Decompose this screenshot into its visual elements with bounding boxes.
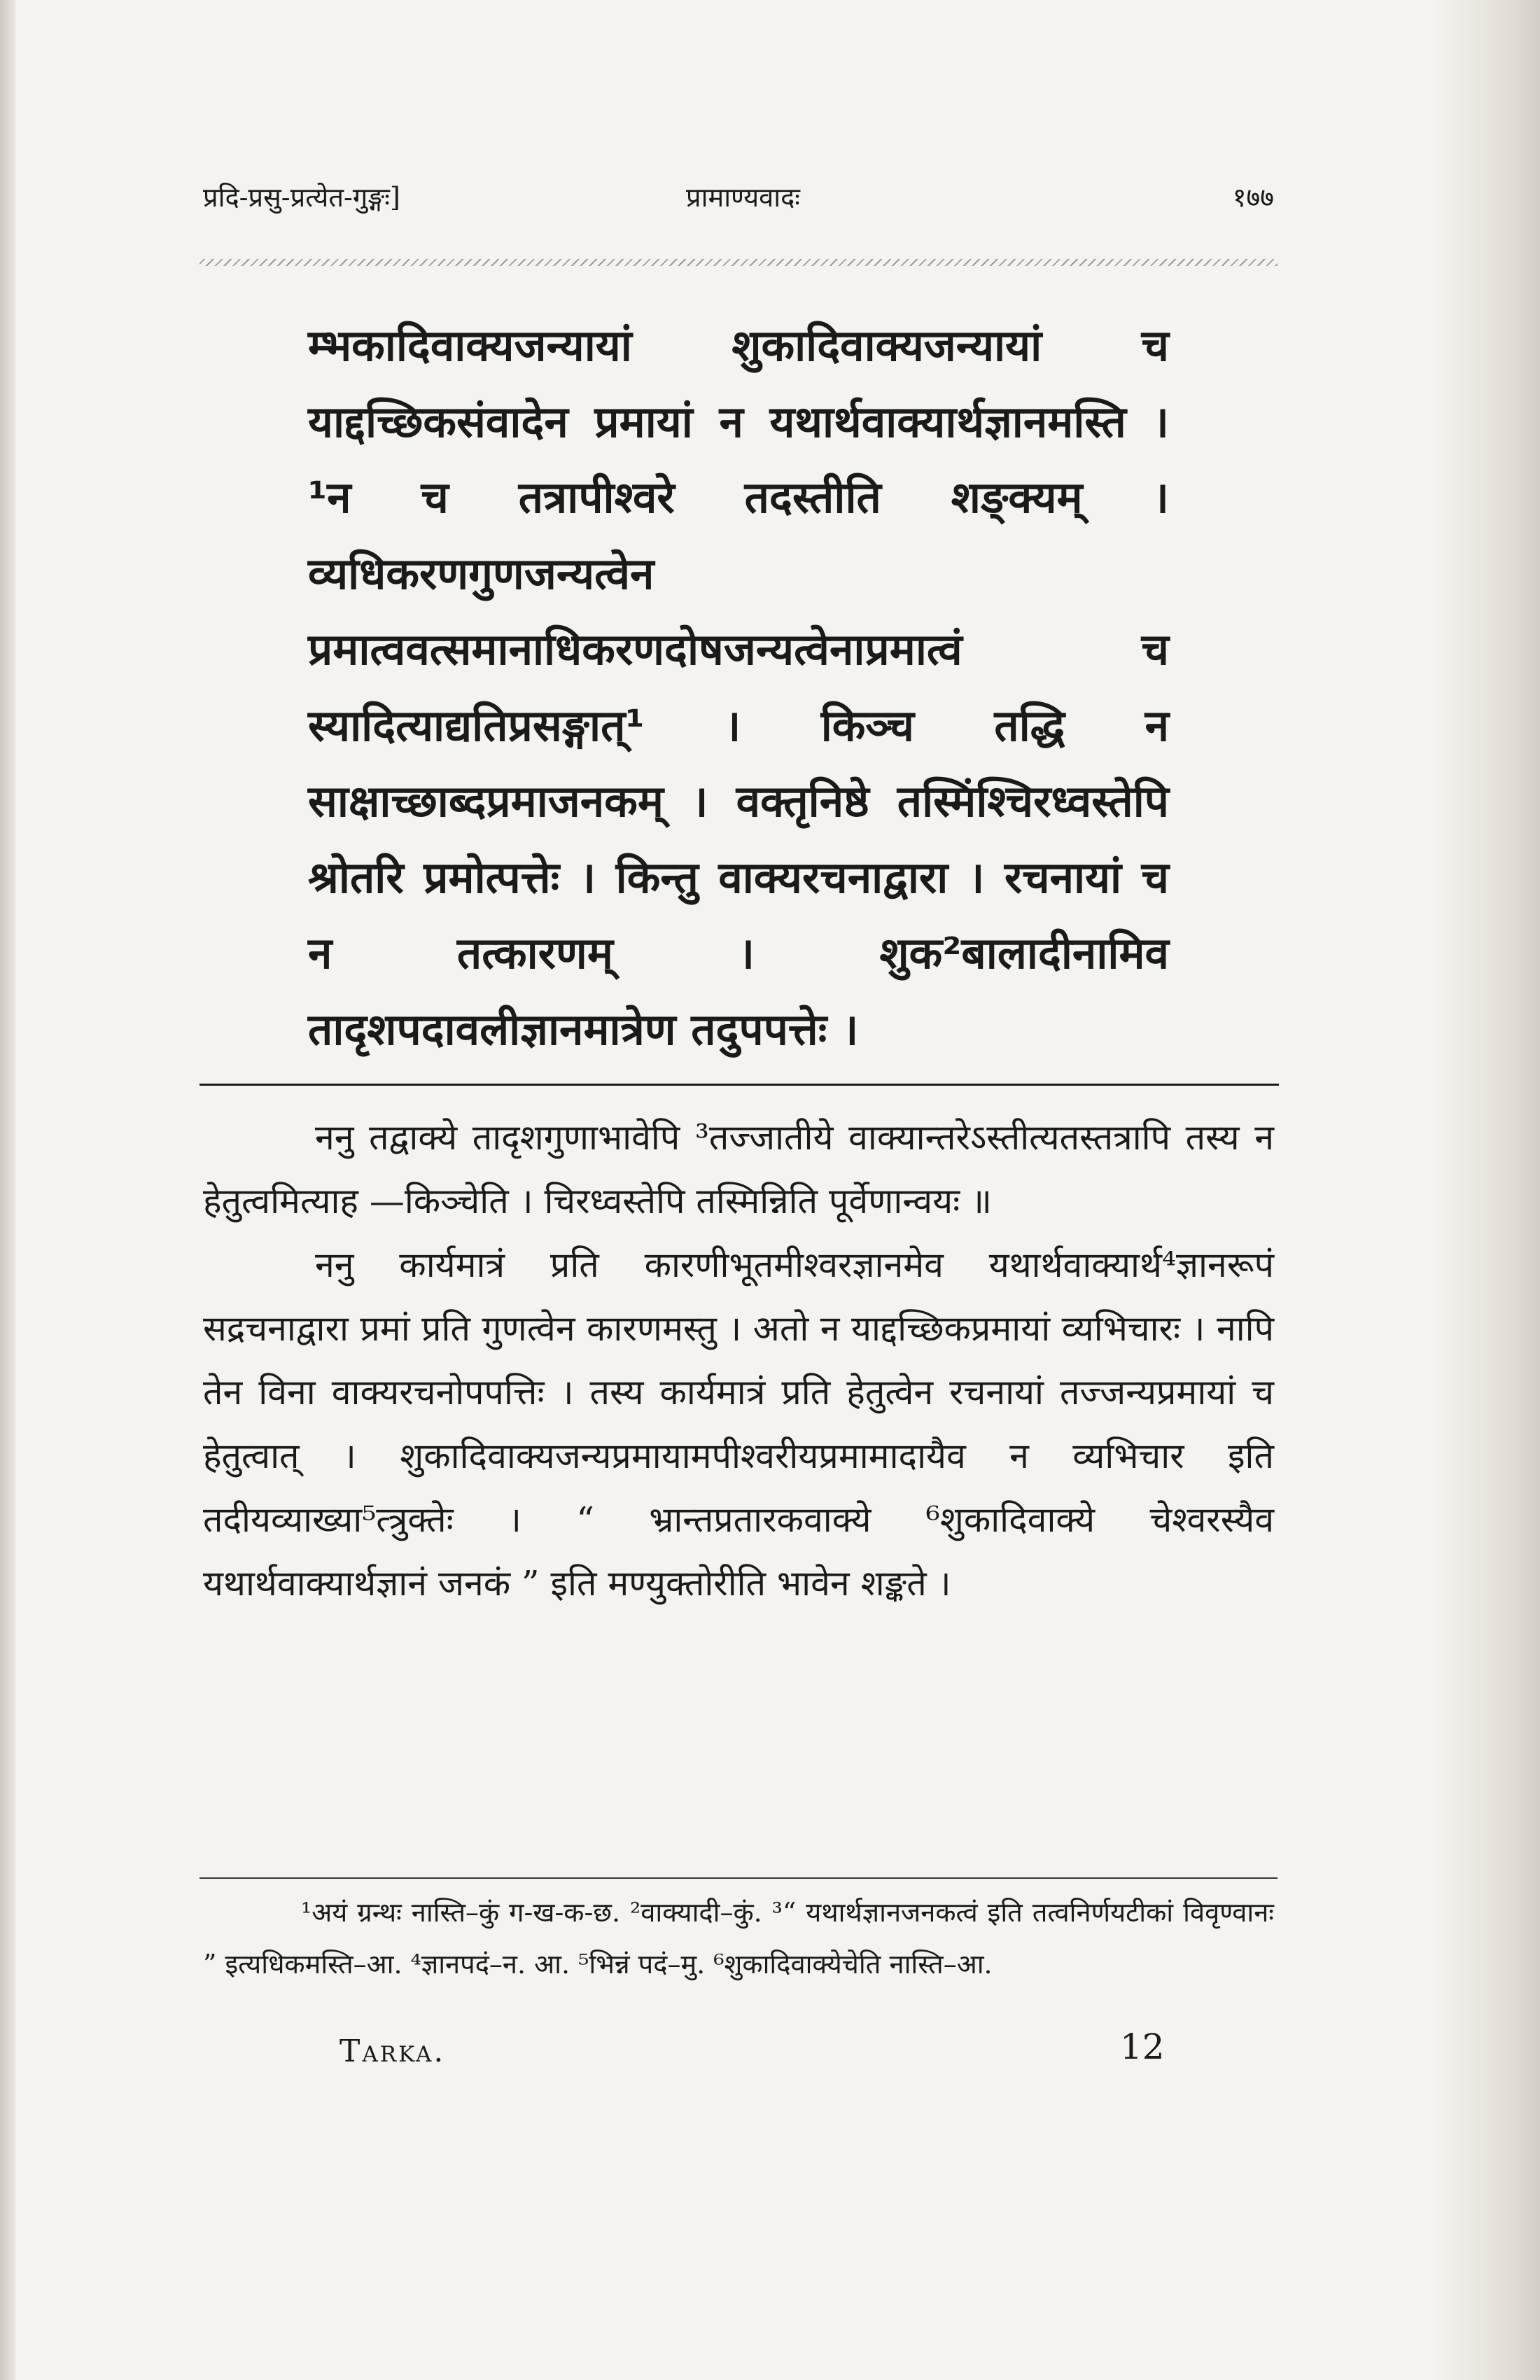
page-edge-shadow	[1435, 0, 1540, 2380]
signature-label: Tarka.	[340, 2033, 446, 2069]
root-text: म्भकादिवाक्यजन्यायां शुकादिवाक्यजन्यायां च याद्दच्छिकसंवादेन प्रमायां न यथार्थवाक्यार्थज्ञानमस्ति । ¹न च तत्रापीश्वरे तदस्तीति शङ्क्यम् । व्यधिकरणगुणजन्यत्वेन प्रमात्ववत्समानाधिकरणदोषजन्यत्वेनाप्रमात्वं च स्यादित्याद्यतिप्रसङ्गात्¹ । किञ्च तद्धि न साक्षाच्छाब्दप्रमाजनकम् । वक्तृनिष्ठे तस्मिंश्चिरध्वस्तेपि श्रोतरि प्रमोत्पत्तेः । किन्तु वाक्यरचनाद्वारा । रचनायां च न तत्कारणम् । शुक²बालादीनामिव तादृशपदावलीज्ञानमात्रेण तदुपपत्तेः ।	[308, 320, 1169, 1055]
header-chapter-title: प्रामाण्यवादः	[686, 182, 800, 213]
footnote-divider	[200, 1877, 1278, 1879]
page-number: १७७	[1232, 182, 1274, 213]
footnotes-block	[203, 1886, 1274, 1990]
commentary-paragraph-1: ननु तद्वाक्ये तादृशगुणाभावेपि ³तज्जातीये वाक्यान्तरेऽस्तीत्यतस्तत्रापि तस्य न हेतुत्वमित्याह —किञ्चेति । चिरध्वस्तेपि तस्मिन्निति पूर्वेणान्वयः ॥	[203, 1117, 1274, 1222]
header-wavy-rule	[200, 259, 1278, 266]
commentary-paragraph-2: ननु कार्यमात्रं प्रति कारणीभूतमीश्वरज्ञानमेव यथार्थवाक्यार्थ⁴ज्ञानरूपं सद्रचनाद्वारा प्रमां प्रति गुणत्वेन कारणमस्तु । अतो न याद्दच्छिकप्रमायां व्यभिचारः । नापि तेन विना वाक्यरचनोपपत्तिः । तस्य कार्यमात्रं प्रति हेतुत्वेन रचनायां तज्जन्यप्रमायां च हेतुत्वात् । शुकादिवाक्यजन्यप्रमायामपीश्वरीयप्रमामादायैव न व्यभिचार इति तदीयव्याख्या⁵त्त्रुक्तेः । “ भ्रान्तप्रतारकवाक्ये ⁶शुकादिवाक्ये चेश्वरस्यैव यथार्थवाक्यार्थज्ञानं जनकं ” इति मण्युक्तोरीति भावेन शङ्कते ।	[203, 1245, 1274, 1604]
header-section-title: प्रदि-प्रसु-प्रत्येत-गुङ्गः]	[203, 182, 400, 213]
page-binding-shadow	[0, 0, 15, 2380]
running-header	[203, 178, 1274, 227]
root-text-block	[308, 308, 1169, 1068]
text-divider	[200, 1084, 1279, 1086]
commentary-block	[203, 1106, 1274, 1616]
footnotes-text: ¹अयं ग्रन्थः नास्ति–कुं ग-ख-क-छ. ²वाक्यादी–कुं. ³“ यथार्थज्ञानजनकत्वं इति तत्वनिर्णयटीकां विवृण्वानः ” इत्यधिकमस्ति–आ. ⁴ज्ञानपदं–न. आ. ⁵भिन्नं पदं–मु. ⁶शुकादिवाक्येचेति नास्ति–आ.	[203, 1897, 1274, 1980]
signature-number: 12	[1120, 2026, 1165, 2067]
